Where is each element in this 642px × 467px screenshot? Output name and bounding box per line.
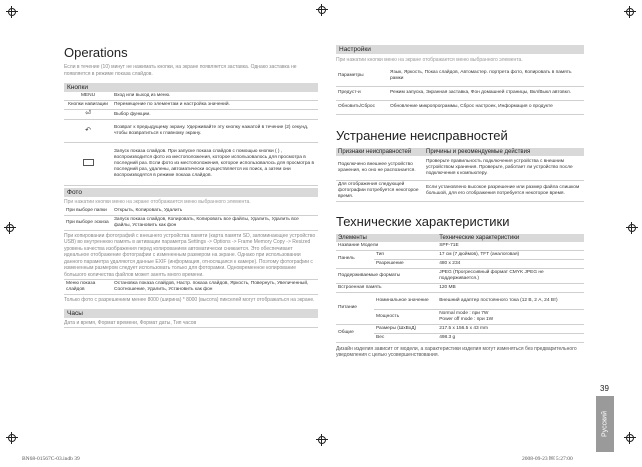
table-row	[336, 259, 584, 268]
spec-label: Поддерживаемые форматы	[336, 268, 437, 283]
table-row	[336, 250, 584, 259]
photo-row-name: При выборе папки	[64, 207, 112, 216]
photo-table	[64, 207, 318, 231]
settings-row-desc: Язык, Яркость, Показ слайдов, Автомастер. портрета фото, Копировать в память рамки	[388, 66, 584, 87]
photo-row-desc: Запуск показа слайдов, Копировать, Копировать все файлы, Удалить, Удалить все файлы, Установить как фон	[112, 215, 318, 230]
table-row	[336, 292, 584, 309]
table-row	[336, 100, 584, 114]
button-name: MENU	[64, 92, 112, 101]
table-row	[336, 333, 584, 342]
spec-sublabel: Разрешение	[374, 259, 437, 268]
table-row	[336, 283, 584, 292]
trouble-head-symptom: Признаки неисправностей	[336, 148, 424, 156]
registration-mark-bottom-center	[316, 434, 328, 446]
table-row	[336, 156, 584, 181]
spec-value: 217.5 x 156.5 x 43 mm	[437, 324, 584, 333]
registration-mark-top-right	[624, 6, 636, 18]
table-row	[336, 66, 584, 87]
right-column	[336, 45, 584, 359]
table-header	[336, 234, 584, 242]
copy-note: При копировании фотографий с внешнего устройства памяти (карта памяти SD, запоминающее устройство USB) во внутреннюю память в активации параметра Settings -> Options -> Frame Memory Copy -> Resized уровень качества изображения перед копированием автоматически снижается. Это обеспечивает идеальное отображение фотографии с измененным размером на экране. Однако при использовании данного параметра удаляются данные EXIF (информация, относящаяся к камере). Поэтому фотографии с измененным размером следует использовать только для фоторамки. Одновременное копирование большого количества файлов может занять много времени.	[64, 233, 318, 281]
settings-row-desc: Режим запуска, Экранная заставка, Фон домашней страницы, Вкл/Выкл автовкл.	[388, 86, 584, 100]
clock-section-bar: Часы	[64, 309, 318, 318]
spec-value: SPF-71E	[437, 242, 584, 251]
spec-label: Название Модели	[336, 242, 437, 251]
table-row	[64, 280, 318, 295]
registration-mark-mid-right	[626, 222, 638, 234]
operations-title: Operations	[64, 45, 128, 60]
footer-left: BN68-01567C-03.indb 39	[22, 456, 80, 462]
specifications-table	[336, 234, 584, 343]
button-desc: Возврат к предыдущему экрану. Удерживайте эту кнопку нажатой в течение (2) секунд, чтобы возвратиться к главному экрану.	[112, 120, 318, 143]
table-row	[336, 324, 584, 333]
table-row	[64, 143, 318, 186]
spec-sublabel: Вес	[374, 333, 437, 342]
disclaimer: Дизайн изделия зависит от модели, а характеристики изделия могут изменяться без предварительного уведомления с целью усовершенствования.	[336, 345, 577, 358]
table-row	[64, 120, 318, 143]
spec-label: Питание	[336, 292, 374, 324]
table-row	[64, 207, 318, 216]
spec-sublabel: Размеры (ШxВxД)	[374, 324, 437, 333]
specifications-title: Технические характеристики	[336, 213, 510, 229]
spec-head-values: Технические характеристики	[437, 234, 584, 242]
spec-value-line: Power off mode : при 1W	[439, 316, 494, 322]
table-header	[336, 148, 584, 156]
spec-value: 480 x 234	[437, 259, 584, 268]
settings-row-name: Предуст-и	[336, 86, 388, 100]
table-row	[64, 215, 318, 230]
spec-value	[437, 309, 584, 324]
registration-mark-bottom-left	[6, 432, 18, 444]
trouble-symptom: Подключено внешнее устройство хранения, но оно не распознается.	[336, 156, 424, 181]
size-note: Только фото с разрешением менее 8000 (ширина) * 8000 (высота) пикселей могут отображаться на экране.	[64, 297, 315, 303]
button-desc: Вход или выход из меню.	[112, 92, 318, 101]
trouble-fix: Проверьте правильность подключения устройства с внешним устройством хранения. Проверьте, работает ли устройство после подключения к компьютеру.	[424, 156, 584, 181]
menu-row-desc: Остановка показа слайдов, Настр. показа слайдов, Яркость, Повернуть, Увеличенный, Соотношение, Удалить, Установить как фон	[112, 280, 318, 295]
settings-row-desc: Обновление микропрограммы, Сброс настроек, Информация о продукте	[388, 100, 584, 114]
photo-note: При нажатии кнопки меню на экране отображается меню выбранного элемента.	[64, 199, 251, 205]
spec-label: Общие	[336, 324, 374, 342]
spec-head-items: Элементы	[336, 234, 437, 242]
spec-sublabel: Тип	[374, 250, 437, 259]
photo-row-desc: Открыть, Копировать, Удалить	[112, 207, 318, 216]
photo-row-name: При выборе эскиза	[64, 215, 112, 230]
spec-value-line: Normal mode : при 7W	[439, 310, 489, 316]
footer-right: 2008-09-23 ￼ 5:27:00	[522, 456, 573, 462]
button-desc: Выбор функции.	[112, 110, 318, 120]
trouble-fix: Если установлено высокое разрешение или размер файла слишком большой, для его отображения потребуется некоторое время.	[424, 180, 584, 201]
spec-value: 120 MB	[437, 283, 584, 292]
table-row	[64, 92, 318, 101]
language-side-tab	[596, 396, 614, 452]
registration-mark-bottom-right	[624, 432, 636, 444]
menu-row-name: Меню показа слайдов	[64, 280, 112, 295]
spec-value: Внешний адаптер постоянного тока (12 В, 2 A, 24 Вт)	[437, 292, 584, 309]
button-desc: Запуск показа слайдов. При запуске показа слайдов с помощью кнопки ( ) , воспроизводится фото из местоположения, которое использовалось для просмотра в последний раз. Если фото из местоположения, которое использовалось для просмотра в последний раз, удалены, автоматически осуществляется их поиск, а затем они воспроизводятся в режиме показа слайдов.	[112, 143, 318, 186]
button-desc: Перемещение по элементам и настройка значений.	[112, 101, 318, 110]
trouble-symptom: Для отображения следующей фотографии потребуется некоторое время.	[336, 180, 424, 201]
spec-label: Панель	[336, 250, 374, 268]
back-icon: ↶	[85, 126, 91, 134]
troubleshooting-title: Устранение неисправностей	[336, 127, 508, 143]
settings-row-name: Обновить/Сброс	[336, 100, 388, 114]
settings-note: При нажатии кнопки меню на экране отображается меню выбранного элемента.	[336, 57, 523, 63]
troubleshooting-table	[336, 148, 584, 202]
operations-note: Если в течение (10) минут не нажимать кнопки, на экране появляется заставка. Однако заставка не появляется в режиме показа слайдов.	[64, 64, 297, 77]
spec-sublabel: Номинальное значение	[374, 292, 437, 309]
table-row	[336, 242, 584, 251]
spec-label: Встроенная память	[336, 283, 437, 292]
left-column	[64, 45, 318, 328]
trouble-head-fix: Причины и рекомендуемые действия	[424, 148, 584, 156]
settings-row-name: Параметры	[336, 66, 388, 87]
registration-mark-mid-left	[4, 222, 16, 234]
table-row	[336, 180, 584, 201]
slideshow-menu-table	[64, 280, 318, 295]
photo-section-bar: Фото	[64, 188, 318, 197]
table-row	[336, 268, 584, 283]
registration-mark-top-left	[6, 6, 18, 18]
page-number: 39	[600, 384, 609, 393]
table-row	[64, 101, 318, 110]
spec-value: 498.3 g	[437, 333, 584, 342]
registration-mark-top-center	[316, 4, 328, 16]
language-tab-label: Русский	[601, 411, 609, 437]
enter-icon: ⏎	[85, 110, 91, 117]
spec-sublabel: Мощность	[374, 309, 437, 324]
buttons-section-bar: Кнопки	[64, 83, 318, 92]
settings-section-bar: Настройки	[336, 45, 584, 54]
spec-value: JPEG (Прогрессивный формат CMYK JPEG не поддерживается.)	[437, 268, 584, 283]
button-name: Кнопки навигации	[64, 101, 112, 110]
spec-value: 17 см (7 дюймов), TFT (аналоговая)	[437, 250, 584, 259]
buttons-table	[64, 92, 318, 186]
table-row	[336, 309, 584, 324]
settings-table	[336, 66, 584, 115]
table-row	[336, 86, 584, 100]
clock-desc: Дата и время, Формат времени, Формат даты, Тип часов	[64, 320, 318, 329]
slideshow-icon	[83, 159, 94, 166]
table-row	[64, 110, 318, 120]
